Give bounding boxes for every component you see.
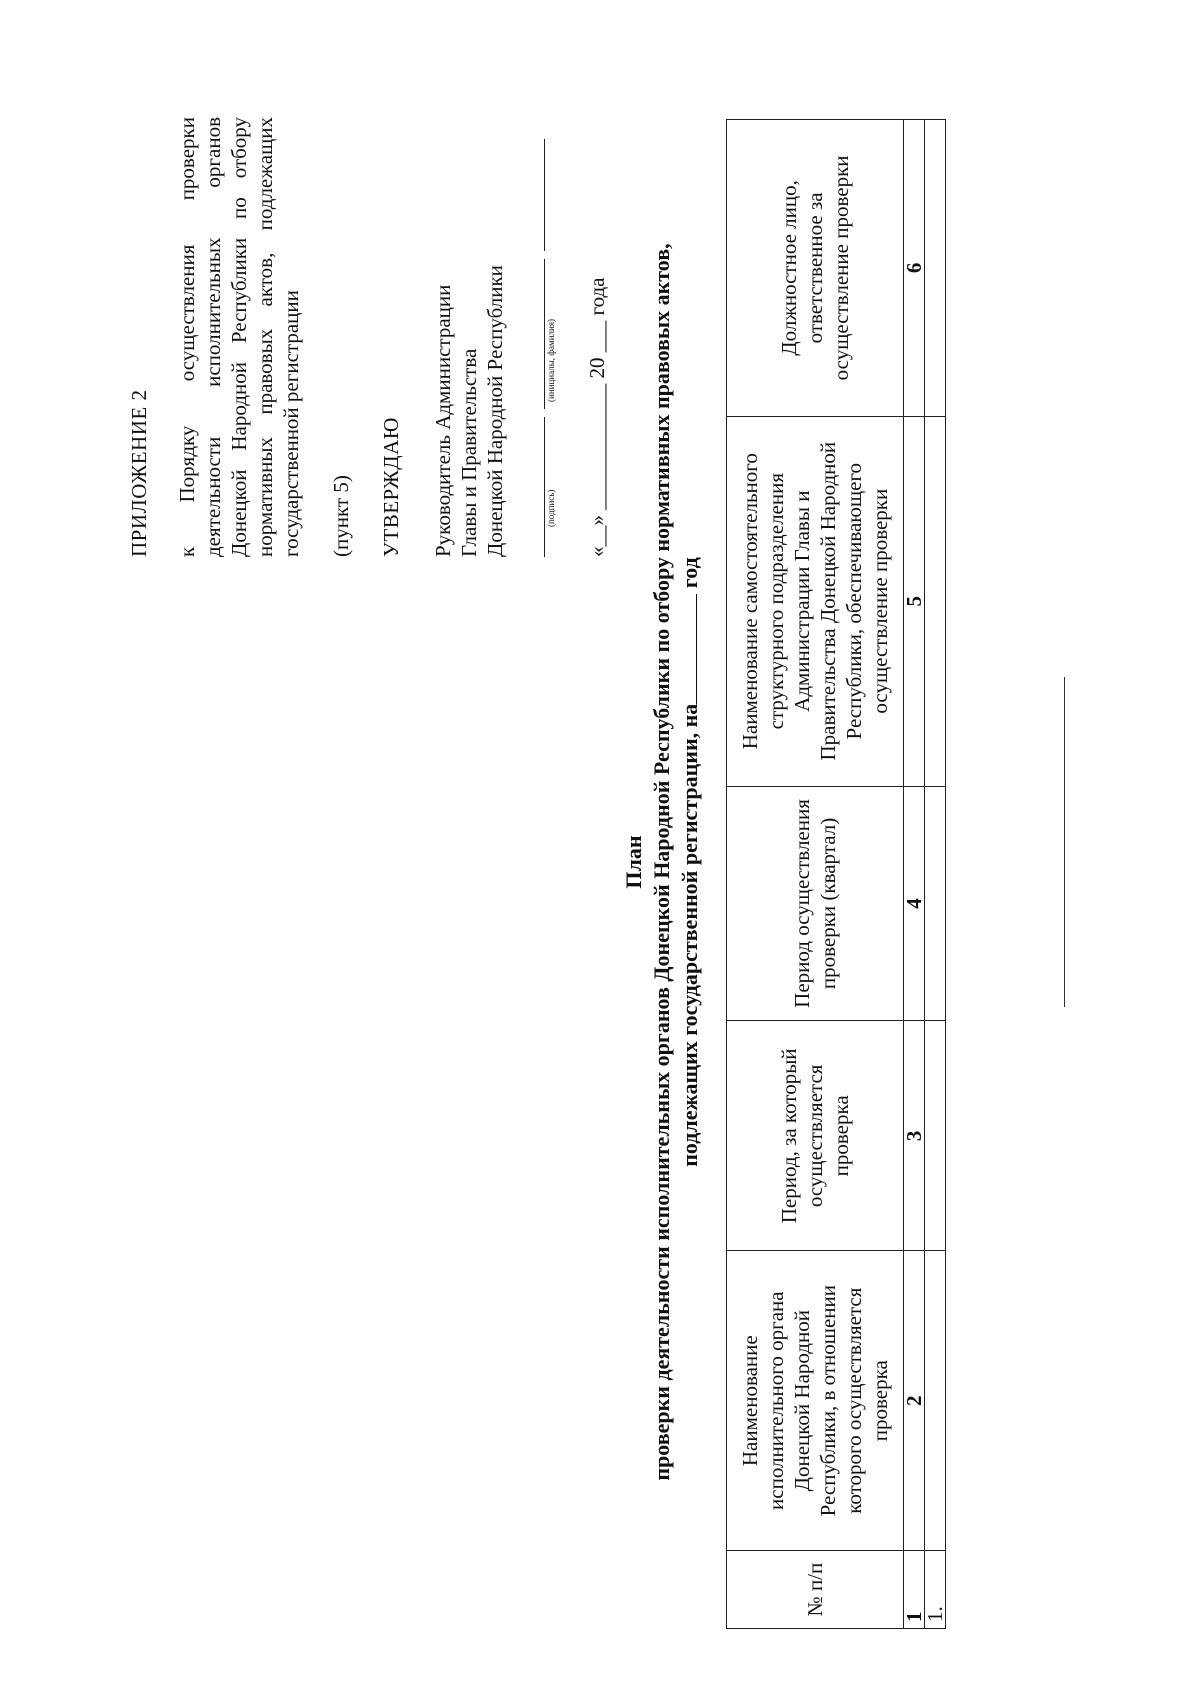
plan-table	[726, 119, 946, 1629]
column-number: 3	[904, 1021, 925, 1251]
extra-line	[544, 139, 545, 251]
plan-subtitle-year: год	[677, 557, 702, 589]
approver-line-2: Главы и Правительства	[457, 348, 481, 557]
header-cell: № п/п	[727, 1551, 904, 1629]
column-number: 6	[904, 120, 925, 417]
signature-line	[544, 417, 545, 557]
plan-subtitle-line-2	[676, 107, 704, 1617]
name-line	[544, 259, 545, 409]
approver-line-1: Руководитель Администрации	[431, 284, 455, 557]
appendix-reference: к Порядку осуществления проверки деятельности исполнительных органов Донецкой Народной Республики по отбору нормативных правовых актов, подлежащих государственной регистрации	[175, 117, 303, 557]
name-caption: (инициалы, фамилия)	[546, 319, 556, 402]
plan-title: План	[621, 835, 646, 889]
signature-row	[544, 117, 558, 557]
appendix-block	[126, 117, 610, 557]
table-header-row	[727, 120, 904, 1629]
header-cell: Период осуществления проверки (квартал)	[727, 786, 904, 1021]
table-cell: 1.	[925, 1551, 946, 1629]
approver-line-3: Донецкой Народной Республики	[483, 265, 507, 557]
plan-subtitle-text: подлежащих государственной регистрации, на	[677, 703, 702, 1167]
approve-heading: УТВЕРЖДАЮ	[379, 417, 403, 557]
header-cell: Период, за который осуществляется проверка	[727, 1021, 904, 1251]
table-cell	[925, 786, 946, 1021]
table-cell	[925, 1251, 946, 1551]
signature-caption: (подпись)	[546, 489, 556, 527]
column-number: 1	[904, 1551, 925, 1629]
approver-position	[430, 117, 508, 557]
end-divider	[1064, 677, 1065, 1007]
appendix-title: ПРИЛОЖЕНИЕ 2	[127, 389, 151, 557]
header-cell: Наименование самостоятельного структурного подразделения Администрации Главы и Правительства Донецкой Народной Республики, обеспечивающего осуществление проверки	[727, 416, 904, 786]
appendix-point: (пункт 5)	[329, 475, 353, 557]
column-number-row	[904, 120, 925, 1629]
plan-subtitle-line-1: проверки деятельности исполнительных органов Донецкой Народной Республики по отбору нормативных правовых актов,	[649, 243, 674, 1481]
table-row	[925, 120, 946, 1629]
approval-date-line: «__» ____________ 20 ___ года	[585, 277, 609, 557]
column-number: 5	[904, 416, 925, 786]
table-cell	[925, 416, 946, 786]
year-blank	[678, 594, 697, 704]
table-cell	[925, 1021, 946, 1251]
column-number: 2	[904, 1251, 925, 1551]
plan-title-block	[620, 107, 704, 1617]
table-cell	[925, 120, 946, 417]
column-number: 4	[904, 786, 925, 1021]
header-cell: Наименование исполнительного органа Донецкой Народной Республики, в отношении которого осуществляется проверка	[727, 1251, 904, 1551]
header-cell: Должностное лицо, ответственное за осуществление проверки	[727, 120, 904, 417]
